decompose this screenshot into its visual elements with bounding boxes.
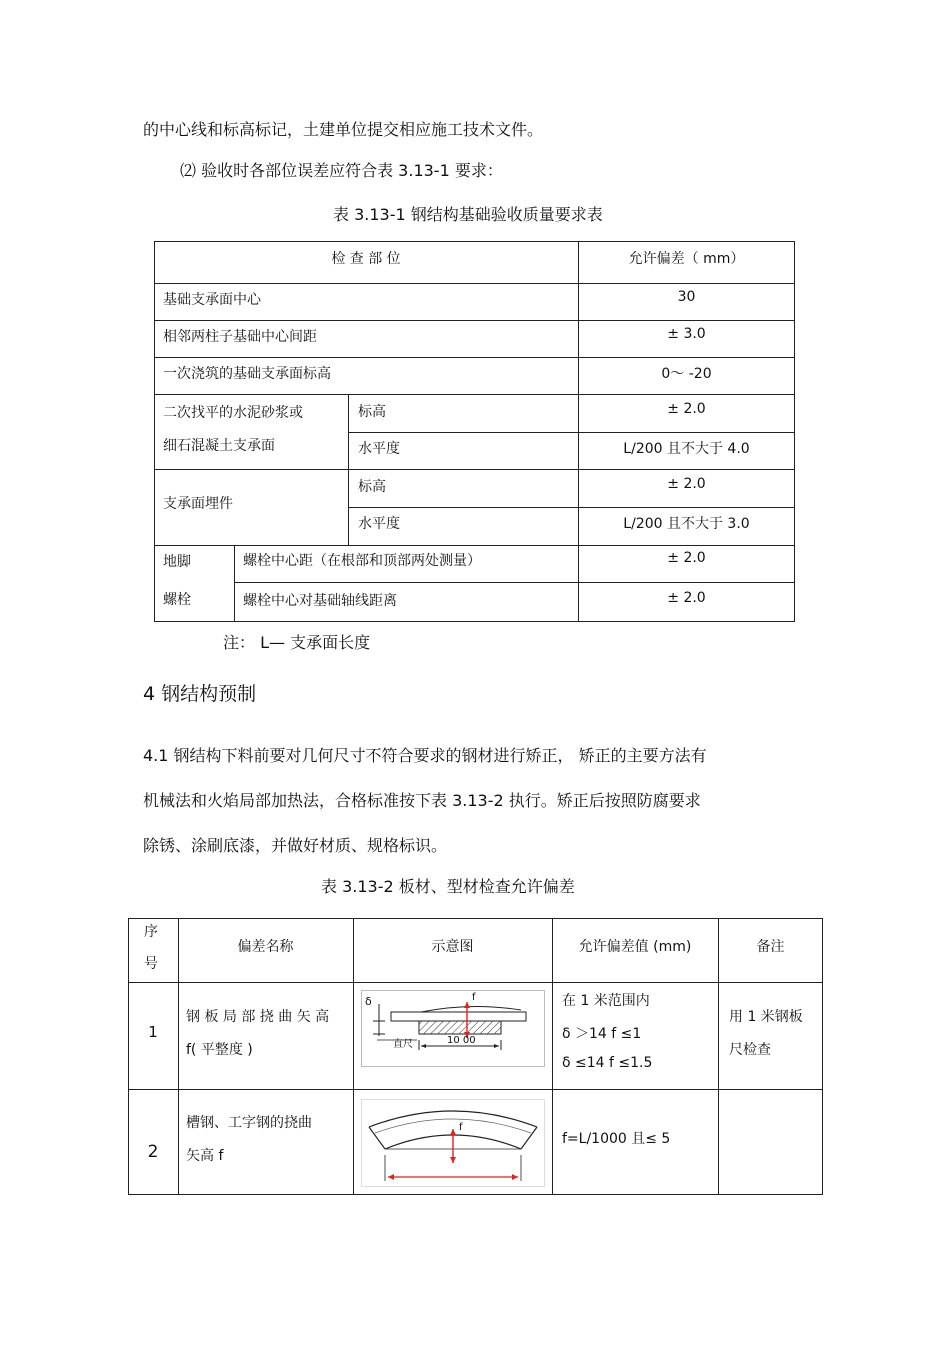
table2-row2-seq: 2 xyxy=(147,1142,159,1162)
channel-deflection-svg xyxy=(361,1099,545,1187)
diag1-f-label: f xyxy=(472,992,476,1003)
mortar-val2: L/200 且不大于 4.0 xyxy=(623,441,750,457)
embed-val2: L/200 且不大于 3.0 xyxy=(623,516,750,532)
bolt-val1: ± 2.0 xyxy=(667,550,706,566)
table1-row-label: 一次浇筑的基础支承面标高 xyxy=(163,366,331,382)
table2-header-name: 偏差名称 xyxy=(237,939,294,955)
table2-row1-seq: 1 xyxy=(148,1023,158,1041)
section-para-line-1: 4.1 钢结构下料前要对几何尺寸不符合要求的钢材进行矫正， 矫正的主要方法有 xyxy=(143,746,707,765)
table2-row1-name-1: 钢 板 局 部 挠 曲 矢 高 xyxy=(186,1009,330,1025)
table1-caption: 表 3.13-1 钢结构基础验收质量要求表 xyxy=(333,205,603,224)
table1-row-value: ± 3.0 xyxy=(667,326,706,342)
table2-row2-tol: f=L/1000 且≤ 5 xyxy=(562,1131,671,1147)
embed-val1: ± 2.0 xyxy=(667,476,706,492)
table2-caption: 表 3.13-2 板材、型材检查允许偏差 xyxy=(321,877,575,896)
embed-sub1: 标高 xyxy=(358,479,386,495)
diag1-length-label: 10 00 xyxy=(447,1035,476,1046)
table2-row1-remark-2: 尺检查 xyxy=(729,1042,771,1058)
table1-row-label: 基础支承面中心 xyxy=(163,292,261,308)
bolt-val2: ± 2.0 xyxy=(667,590,706,606)
mortar-label-line1: 二次找平的水泥砂浆或 xyxy=(163,405,303,421)
table1-row-value: 0～ -20 xyxy=(661,366,712,382)
bolt-label-line1: 地脚 xyxy=(163,554,191,570)
table1-row-value: 30 xyxy=(677,289,696,305)
table2-header-remark: 备注 xyxy=(756,939,785,955)
table1-row-label: 相邻两柱子基础中心间距 xyxy=(163,329,317,345)
plate-flatness-svg xyxy=(361,990,545,1067)
table2 xyxy=(128,918,823,1195)
table1-note: 注： L— 支承面长度 xyxy=(223,633,371,652)
table2-header-seq-2: 号 xyxy=(144,956,158,972)
intro-line-1: 的中心线和标高标记，土建单位提交相应施工技术文件。 xyxy=(143,120,544,139)
embed-label: 支承面埋件 xyxy=(163,496,233,512)
channel-deflection-diagram xyxy=(361,1099,545,1187)
table1-header-part: 检 查 部 位 xyxy=(331,251,401,267)
table2-row2-name-1: 槽钢、工字钢的挠曲 xyxy=(186,1115,312,1131)
table2-header-seq-1: 序 xyxy=(144,924,158,940)
table1-header-tol: 允许偏差（ mm） xyxy=(628,251,745,267)
intro-line-2: ⑵ 验收时各部位误差应符合表 3.13-1 要求： xyxy=(180,161,503,180)
section-heading: 4 钢结构预制 xyxy=(143,683,257,705)
plate-flatness-diagram xyxy=(361,990,545,1067)
embed-sub2: 水平度 xyxy=(358,516,400,532)
mortar-sub1: 标高 xyxy=(358,404,386,420)
table2-row1-name-2: f( 平整度 ) xyxy=(186,1042,253,1058)
diag1-ruler-label: 直尺 xyxy=(393,1039,413,1050)
table2-header-diagram: 示意图 xyxy=(431,939,474,955)
table2-header-tol: 允许偏差值 (mm) xyxy=(578,939,692,955)
table1 xyxy=(154,241,795,622)
table2-row2-name-2: 矢高 f xyxy=(186,1148,224,1164)
section-para-line-3: 除锈、涂刷底漆，并做好材质、规格标识。 xyxy=(143,836,448,855)
section-para-line-2: 机械法和火焰局部加热法，合格标准按下表 3.13-2 执行。矫正后按照防腐要求 xyxy=(143,791,701,810)
table2-row1-tol-2: δ ＞14 f ≤1 xyxy=(562,1026,642,1042)
table2-row1-tol-1: 在 1 米范围内 xyxy=(562,993,650,1009)
bolt-sub1: 螺栓中心距（在根部和顶部两处测量） xyxy=(243,553,481,569)
table2-row1-remark-1: 用 1 米钢板 xyxy=(729,1009,803,1025)
diag1-delta-label: δ xyxy=(365,995,372,1008)
mortar-label-line2: 细石混凝土支承面 xyxy=(163,438,275,454)
mortar-val1: ± 2.0 xyxy=(667,401,706,417)
bolt-label-line2: 螺栓 xyxy=(163,592,191,608)
mortar-sub2: 水平度 xyxy=(358,441,400,457)
bolt-sub2: 螺栓中心对基础轴线距离 xyxy=(243,593,397,609)
diag2-f-label: f xyxy=(459,1122,463,1133)
table2-row1-tol-3: δ ≤14 f ≤1.5 xyxy=(562,1055,653,1071)
